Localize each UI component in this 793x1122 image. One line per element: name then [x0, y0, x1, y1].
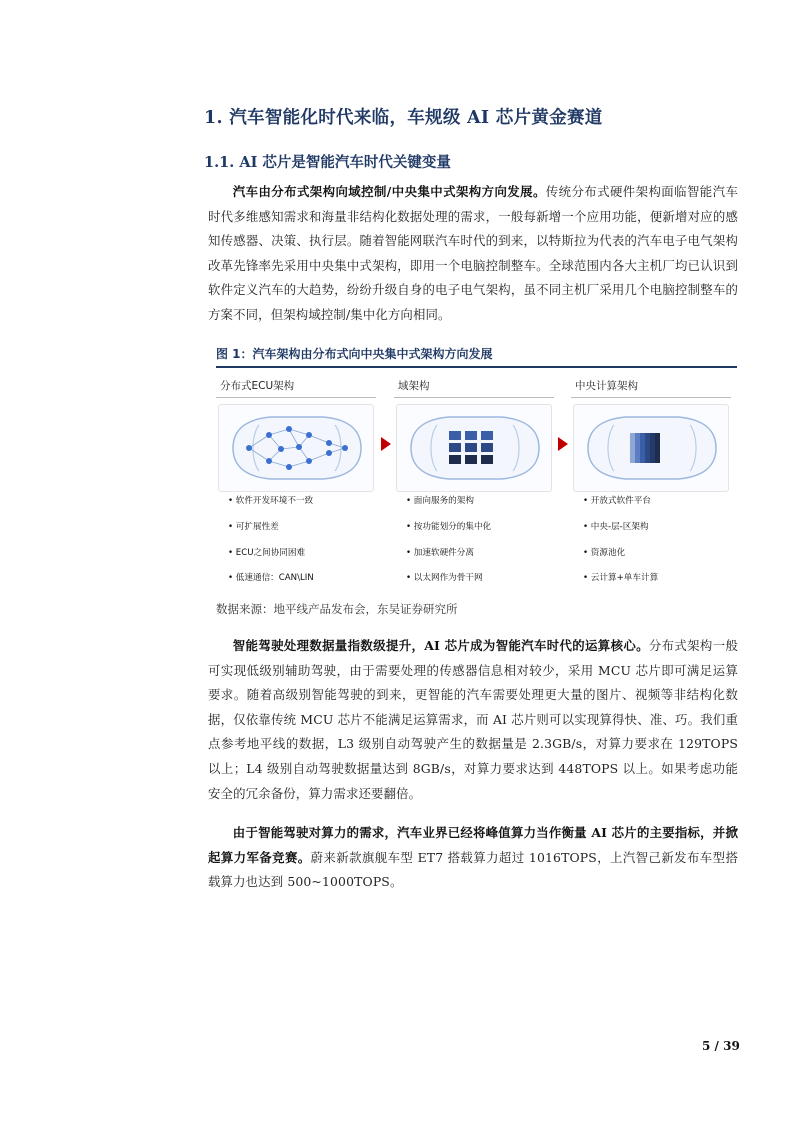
column-rule [571, 397, 731, 398]
car-central-computer-icon [574, 405, 728, 491]
arrow-right-icon [381, 437, 391, 451]
bullet-item: • 面向服务的架构 [406, 496, 474, 506]
car-domain-controllers-icon [397, 405, 551, 491]
column-title: 分布式ECU架构 [220, 380, 295, 392]
subsection-heading: 1.1. AI 芯片是智能汽车时代关键变量 [204, 154, 451, 171]
bullet-item: • ECU之间协同困难 [228, 548, 306, 558]
bullet-item: • 资源池化 [583, 548, 626, 558]
bullet-item: • 低速通信：CAN\LIN [228, 573, 314, 583]
column-title: 中央计算架构 [575, 380, 638, 392]
bullet-item: • 软件开发环境不一致 [228, 496, 314, 506]
paragraph-2-body: 分布式架构一般可实现低级别辅助驾驶，由于需要处理的传感器信息相对较少，采用 MCU 芯片即可满足运算要求。随着高级别智能驾驶的到来，更智能的汽车需要处理更大量的图片、视频等非结构化数据，仅依靠传统 MCU 芯片不能满足运算需求，而 AI 芯片则可以实现算得快、准、巧。我们重点参考地平线的数据，L3 级别自动驾驶产生的数据量是 2.3GB/s，对算力要求在 129TOPS 以上；L4 级别自动驾驶数据量达到 8GB/s，对算力要求达到 448TOPS 以上。如果考虑功能安全的冗余备份，算力需求还要翻倍。 [208, 638, 738, 801]
bullet-item: • 云计算+单车计算 [583, 573, 659, 583]
architecture-figure [216, 370, 737, 598]
column-rule [216, 397, 376, 398]
bullet-item: • 中央-层-区架构 [583, 522, 649, 532]
paragraph-1 [208, 180, 738, 328]
central-car-illustration [573, 404, 729, 492]
bullet-item: • 开放式软件平台 [583, 496, 651, 506]
figure-source: 数据来源：地平线产品发布会，东吴证券研究所 [216, 602, 458, 616]
domain-car-illustration [396, 404, 552, 492]
paragraph-3 [208, 821, 738, 895]
column-rule [394, 397, 554, 398]
paragraph-3-body: 蔚来新款旗舰车型 ET7 搭载算力超过 1016TOPS，上汽智己新发布车型搭载算力也达到 500~1000TOPS。 [208, 849, 738, 890]
figure-caption-rule [216, 366, 737, 368]
paragraph-3-lead: 由于智能驾驶对算力的需求，汽车业界已经将峰值算力当作衡量 AI 芯片的主要指标，并掀起算力军备竞赛。 [208, 825, 738, 865]
paragraph-2 [208, 634, 738, 806]
distributed-car-illustration [218, 404, 374, 492]
paragraph-1-lead: 汽车由分布式架构向域控制/中央集中式架构方向发展。 [232, 184, 546, 199]
bullet-item: • 按功能划分的集中化 [406, 522, 492, 532]
column-title: 域架构 [398, 380, 430, 392]
paragraph-2-lead: 智能驾驶处理数据量指数级提升，AI 芯片成为智能汽车时代的运算核心。 [232, 638, 649, 653]
bullet-item: • 可扩展性差 [228, 522, 279, 532]
arrow-right-icon [558, 437, 568, 451]
bullet-item: • 加速软硬件分离 [406, 548, 474, 558]
section-heading: 1. 汽车智能化时代来临，车规级 AI 芯片黄金赛道 [204, 108, 603, 128]
figure-caption: 图 1：汽车架构由分布式向中央集中式架构方向发展 [216, 347, 493, 361]
car-ecu-network-icon [219, 405, 373, 491]
page-number: 5 / 39 [702, 1039, 740, 1053]
bullet-item: • 以太网作为骨干网 [406, 573, 483, 583]
paragraph-1-body: 传统分布式硬件架构面临智能汽车时代多维感知需求和海量非结构化数据处理的需求，一般每新增一个应用功能，便新增对应的感知传感器、决策、执行层。随着智能网联汽车时代的到来，以特斯拉为代表的汽车电子电气架构改革先锋率先采用中央集中式架构，即用一个电脑控制整车。全球范围内各大主机厂均已认识到软件定义汽车的大趋势，纷纷升级自身的电子电气架构，虽不同主机厂采用几个电脑控制整车的方案不同，但架构域控制/集中化方向相同。 [208, 184, 738, 322]
